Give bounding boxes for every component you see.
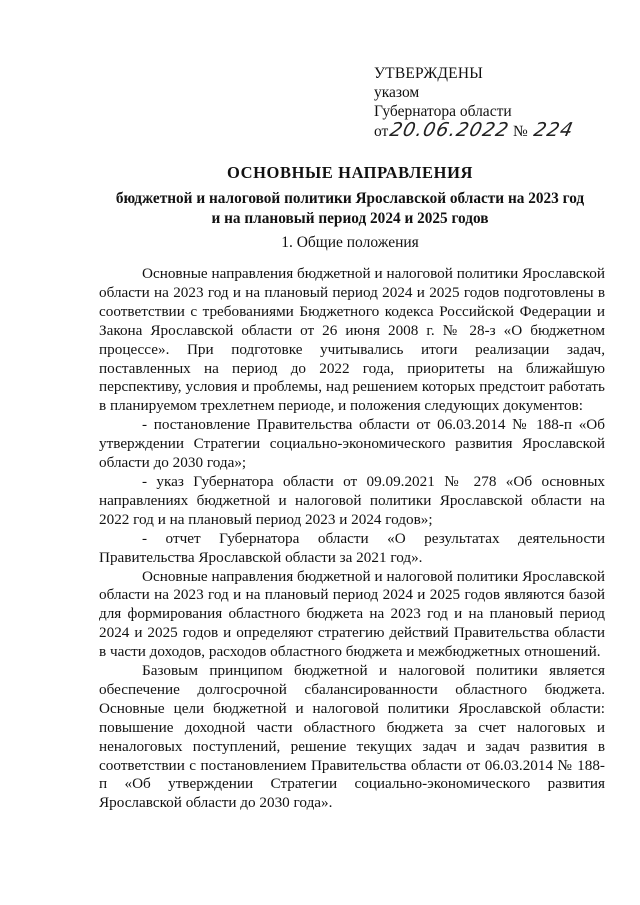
paragraph: Основные направления бюджетной и налоговой политики Ярославской области на 2023 год и на плановый период 2024 и 2025 годов подготовлены в соответствии с требованиями Бюджетного кодекса Российской Федерации и Закона Ярославской области от 26 июня 2008 г. № 28-з «О бюджетном процессе». При подготовке учитывались итоги реализации задач, поставленных на период до 2022 года, приоритеты на ближайшую перспективу, условия и проблемы, над решением которых предстоит работать в планируемом трехлетнем периоде, и положения следующих документов: <box>99 265 605 415</box>
approval-date-number-line <box>374 119 576 141</box>
list-item: - постановление Правительства области от 06.03.2014 № 188-п «Об утверждении Стратегии социально-экономического развития Ярославской области до 2030 года»; <box>99 416 605 472</box>
document-body <box>99 265 605 813</box>
document-subtitle-line-2: и на плановый период 2024 и 2025 годов <box>211 210 489 227</box>
approval-stamp-block <box>374 64 576 141</box>
document-title: ОСНОВНЫЕ НАПРАВЛЕНИЯ <box>226 163 474 182</box>
date-prefix: от <box>374 123 389 140</box>
handwritten-date: 20.06.2022 <box>388 119 512 141</box>
paragraph: Базовым принципом бюджетной и налоговой политики является обеспечение долгосрочной сбалансированности областного бюджета. Основные цели бюджетной и налоговой политики Ярославской области: повышение доходной части областного бюджета за счет налоговых и неналоговых поступлений, решение текущих задач и задач развития в соответствии с постановлением Правительства области от 06.03.2014 № 188-п «Об утверждении Стратегии социально-экономического развития Ярославской области до 2030 года». <box>99 662 605 812</box>
section-heading: 1. Общие положения <box>281 234 419 251</box>
approval-line-decree: указом <box>374 84 420 101</box>
list-item: - указ Губернатора области от 09.09.2021 № 278 «Об основных направлениях бюджетной и налоговой политики Ярославской области на 2022 год и на плановый период 2023 и 2024 годов»; <box>99 472 605 528</box>
document-title-block <box>100 163 600 229</box>
approval-line-governor: Губернатора области <box>374 103 512 120</box>
handwritten-number: 224 <box>531 119 576 141</box>
paragraph: Основные направления бюджетной и налоговой политики Ярославской области на 2023 год и на плановый период 2024 и 2025 годов являются базой для формирования областного бюджета на 2023 год и на плановый период 2024 и 2025 годов и определяют стратегию действий Правительства области в части доходов, расходов областного бюджета и межбюджетных отношений. <box>99 567 605 661</box>
approval-heading: УТВЕРЖДЕНЫ <box>374 65 483 82</box>
number-prefix: № <box>513 123 528 140</box>
document-subtitle-line-1: бюджетной и налоговой политики Ярославской области на 2023 год <box>115 190 585 207</box>
list-item: - отчет Губернатора области «О результатах деятельности Правительства Ярославской области за 2021 год». <box>99 529 605 566</box>
